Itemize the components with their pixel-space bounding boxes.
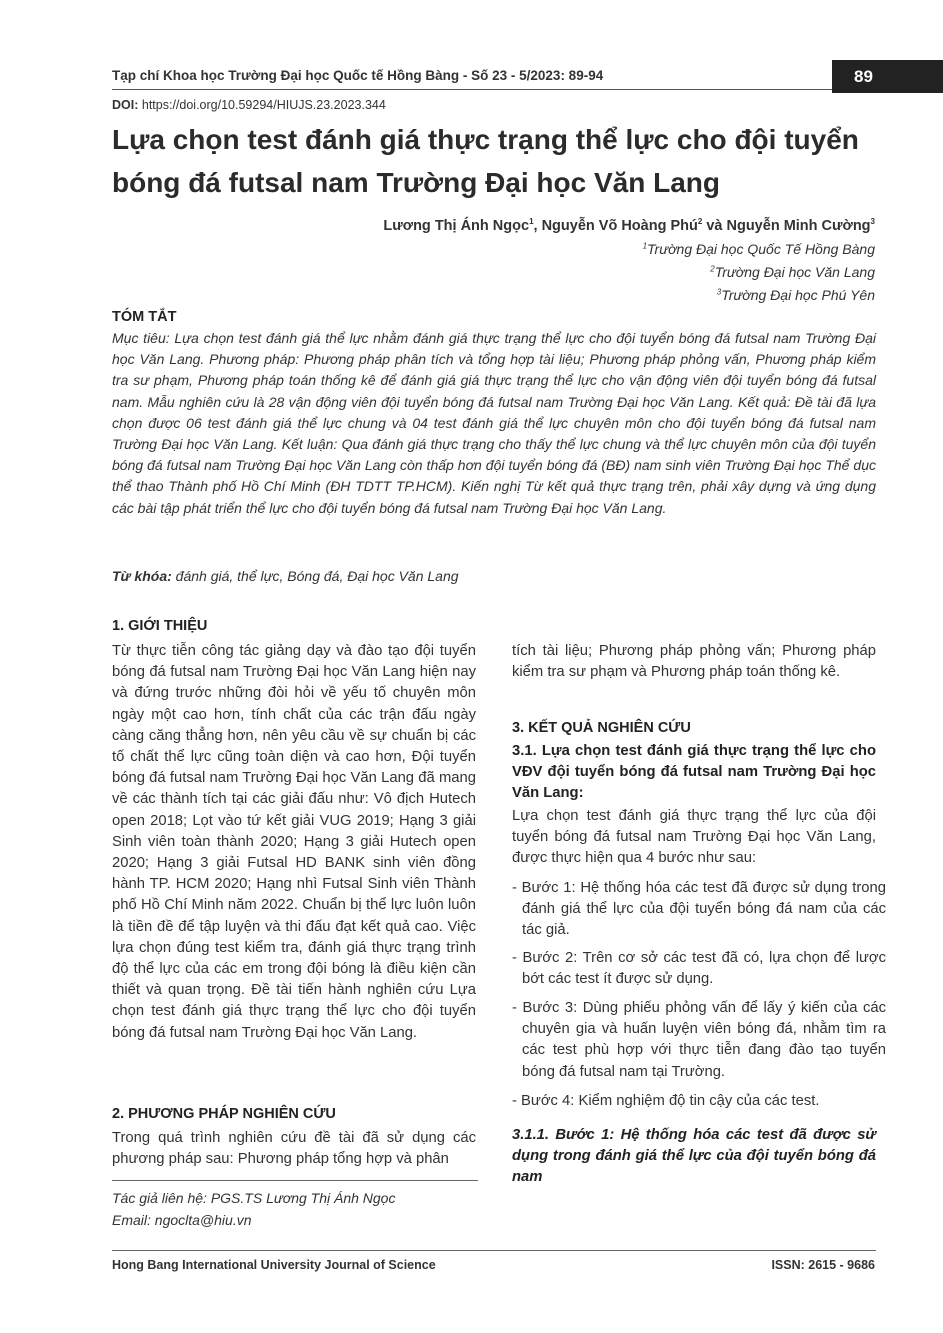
journal-header: Tạp chí Khoa học Trường Đại học Quốc tế Hồng Bàng - Số 23 - 5/2023: 89-94: [112, 68, 604, 83]
doi-label: DOI:: [112, 98, 139, 112]
corresponding-author: Tác giả liên hệ: PGS.TS Lương Thị Ánh Ngọc: [112, 1190, 396, 1206]
keywords-label: Từ khóa:: [112, 568, 172, 584]
footnote-divider: [112, 1180, 478, 1181]
affiliation-3: [717, 287, 875, 303]
section-1-heading: 1. GIỚI THIỆU: [112, 618, 208, 634]
affiliation-2: [710, 264, 875, 280]
author-2-sup: 2: [697, 217, 703, 227]
title-line-2: bóng đá futsal nam Trường Đại học Văn Lang: [112, 167, 721, 198]
footer-divider: [112, 1250, 876, 1251]
paper-title: [112, 118, 892, 204]
section-2-text: Trong quá trình nghiên cứu đề tài đã sử dụng các phương pháp sau: Phương pháp tổng hợp và phân: [112, 1130, 476, 1168]
step-1: - Bước 1: Hệ thống hóa các test đã được sử dụng trong đánh giá thể lực của đội tuyển bóng đá nam của các tác giả.: [512, 880, 886, 939]
subsection-3-1-heading: 3.1. Lựa chọn test đánh giá thực trạng thể lực cho VĐV đội tuyển bóng đá futsal nam Trường Đại học Văn Lang:: [512, 743, 876, 802]
affiliation-sup: 3: [716, 287, 722, 297]
subsection-3-1-1-heading: 3.1.1. Bước 1: Hệ thống hóa các test đã được sử dụng trong đánh giá thể lực của đội tuyển bóng đá nam: [512, 1127, 876, 1186]
affiliation-1: [643, 241, 875, 257]
doi: [112, 98, 386, 112]
step-4: - Bước 4: Kiểm nghiệm độ tin cậy của các test.: [512, 1093, 820, 1109]
page-number: 89: [832, 60, 943, 93]
author-separator: ,: [533, 218, 542, 234]
author-separator: và: [702, 218, 727, 234]
subsection-3-1-text: Lựa chọn test đánh giá thực trạng thể lực của đội tuyển bóng đá futsal nam Trường Đại học Văn Lang, được thực hiện qua 4 bước như sau:: [512, 808, 876, 867]
step-3: - Bước 3: Dùng phiếu phỏng vấn để lấy ý kiến của các chuyên gia và huấn luyện viên bóng đá, nhằm tìm ra các test phù hợp với thực tiễn đang đào tạo tuyển bóng đá futsal nam tại Trường.: [512, 1000, 886, 1080]
doi-link[interactable]: https://doi.org/10.59294/HIUJS.23.2023.344: [141, 98, 386, 112]
section-3-heading: 3. KẾT QUẢ NGHIÊN CỨU: [512, 720, 691, 736]
abstract-heading: TÓM TẮT: [112, 309, 177, 325]
footer-issn: ISSN: 2615 - 9686: [771, 1258, 875, 1272]
affiliation-sup: 2: [710, 264, 715, 274]
affiliation-name: Trường Đại học Phú Yên: [721, 287, 875, 303]
abstract-text: Mục tiêu: Lựa chọn test đánh giá thể lực nhằm đánh giá thực trạng thể lực cho đội tuyển bóng đá futsal nam Trường Đại học Văn Lang. Phương pháp: Phương pháp phân tích và tổng hợp tài liệu; Phương pháp phỏng vấn, Phương pháp kiểm tra sư phạm, Phương pháp toán thống kê để đánh giá giá thực trạng thể lực cho vận động viên đội tuyển bóng đá futsal nam. Mẫu nghiên cứu là 28 vận động viên đội tuyển bóng đá futsal nam Trường Đại học Văn Lang. Kết quả: Đề tài đã lựa chọn được 06 test đánh giá thể lực chung và 04 test đánh giá thể lực chuyên môn cho đội tuyển bóng đá futsal nam Trường Đại học Văn Lang. Kết luận: Qua đánh giá thực trạng cho thấy thể lực chung và thể lực chuyên môn của đội tuyển bóng đá futsal nam Trường Đại học Văn Lang còn thấp hơn đội tuyển bóng đá (BĐ) nam sinh viên Trường Đại học Thể dục thể thao Thành phố Hồ Chí Minh (ĐH TDTT TP.HCM). Kiến nghị Từ kết quả thực trạng trên, phải xây dựng và ứng dụng các bài tập phát triển thể lực cho đội tuyển bóng đá futsal nam Trường Đại học Văn Lang.: [112, 330, 876, 516]
keywords: [112, 568, 459, 584]
header-divider: [112, 89, 832, 90]
author-1-sup: 1: [529, 217, 534, 227]
affiliation-sup: 1: [642, 241, 648, 251]
author-1: Lương Thị Ánh Ngọc: [383, 218, 530, 234]
step-2: - Bước 2: Trên cơ sở các test đã có, lựa chọn để lược bớt các test ít được sử dụng.: [512, 950, 886, 988]
section-1-text: Từ thực tiễn công tác giảng dạy và đào tạo đội tuyển bóng đá futsal nam Trường Đại học Văn Lang hiện nay và đứng trước những đòi hỏi về yếu tố chuyên môn ngày một cao hơn, tính chất của các trận đấu ngày càng căng thẳng hơn, nên yêu cầu về sự chuẩn bị các tố chất thể lực cũng toàn diện và cao hơn, Đội tuyển bóng đá futsal nam Trường Đại học Văn Lang đã mang về các thành tích tại các giải đấu như: Vô địch Hutech open 2018; Lọt vào tứ kết giải VUG 2019; Hạng 3 giải Sinh viên toàn thành 2020; Hạng 3 giải Hutech open 2020; Hạng 3 giải Futsal HD BANK sinh viên đồng hành TP. HCM 2020; Hạng nhì Futsal Sinh viên Thành phố Hồ Chí Minh năm 2022. Chuẩn bị thể lực luôn luôn là tiền đề để tập luyện và thi đấu đạt kết quả cao. Việc lựa chọn đúng test kiểm tra, đánh giá thực trạng trình độ thể lực của các em trong đội bóng là điều kiện cần thiết và quan trọng. Đề tài tiến hành nghiên cứu Lựa chọn test đánh giá thực trạng thể lực cho đội tuyển bóng đá futsal nam Trường Đại học Văn Lang.: [112, 643, 476, 1041]
keywords-text: đánh giá, thể lực, Bóng đá, Đại học Văn Lang: [171, 568, 459, 584]
author-list: [383, 218, 875, 234]
section-2-continued: tích tài liệu; Phương pháp phỏng vấn; Phương pháp kiểm tra sư phạm và Phương pháp toán thống kê.: [512, 643, 876, 681]
author-3: Nguyễn Minh Cường: [726, 218, 871, 234]
footer-journal: Hong Bang International University Journal of Science: [112, 1258, 436, 1272]
affiliation-name: Trường Đại học Văn Lang: [714, 264, 875, 280]
title-line-1: Lựa chọn test đánh giá thực trạng thể lực cho đội tuyển: [112, 124, 859, 155]
section-2-heading: 2. PHƯƠNG PHÁP NGHIÊN CỨU: [112, 1106, 336, 1122]
affiliation-name: Trường Đại học Quốc Tế Hồng Bàng: [647, 241, 875, 257]
corresponding-email: Email: ngoclta@hiu.vn: [112, 1212, 252, 1228]
author-2: Nguyễn Võ Hoàng Phú: [541, 218, 698, 234]
author-3-sup: 3: [870, 217, 875, 227]
